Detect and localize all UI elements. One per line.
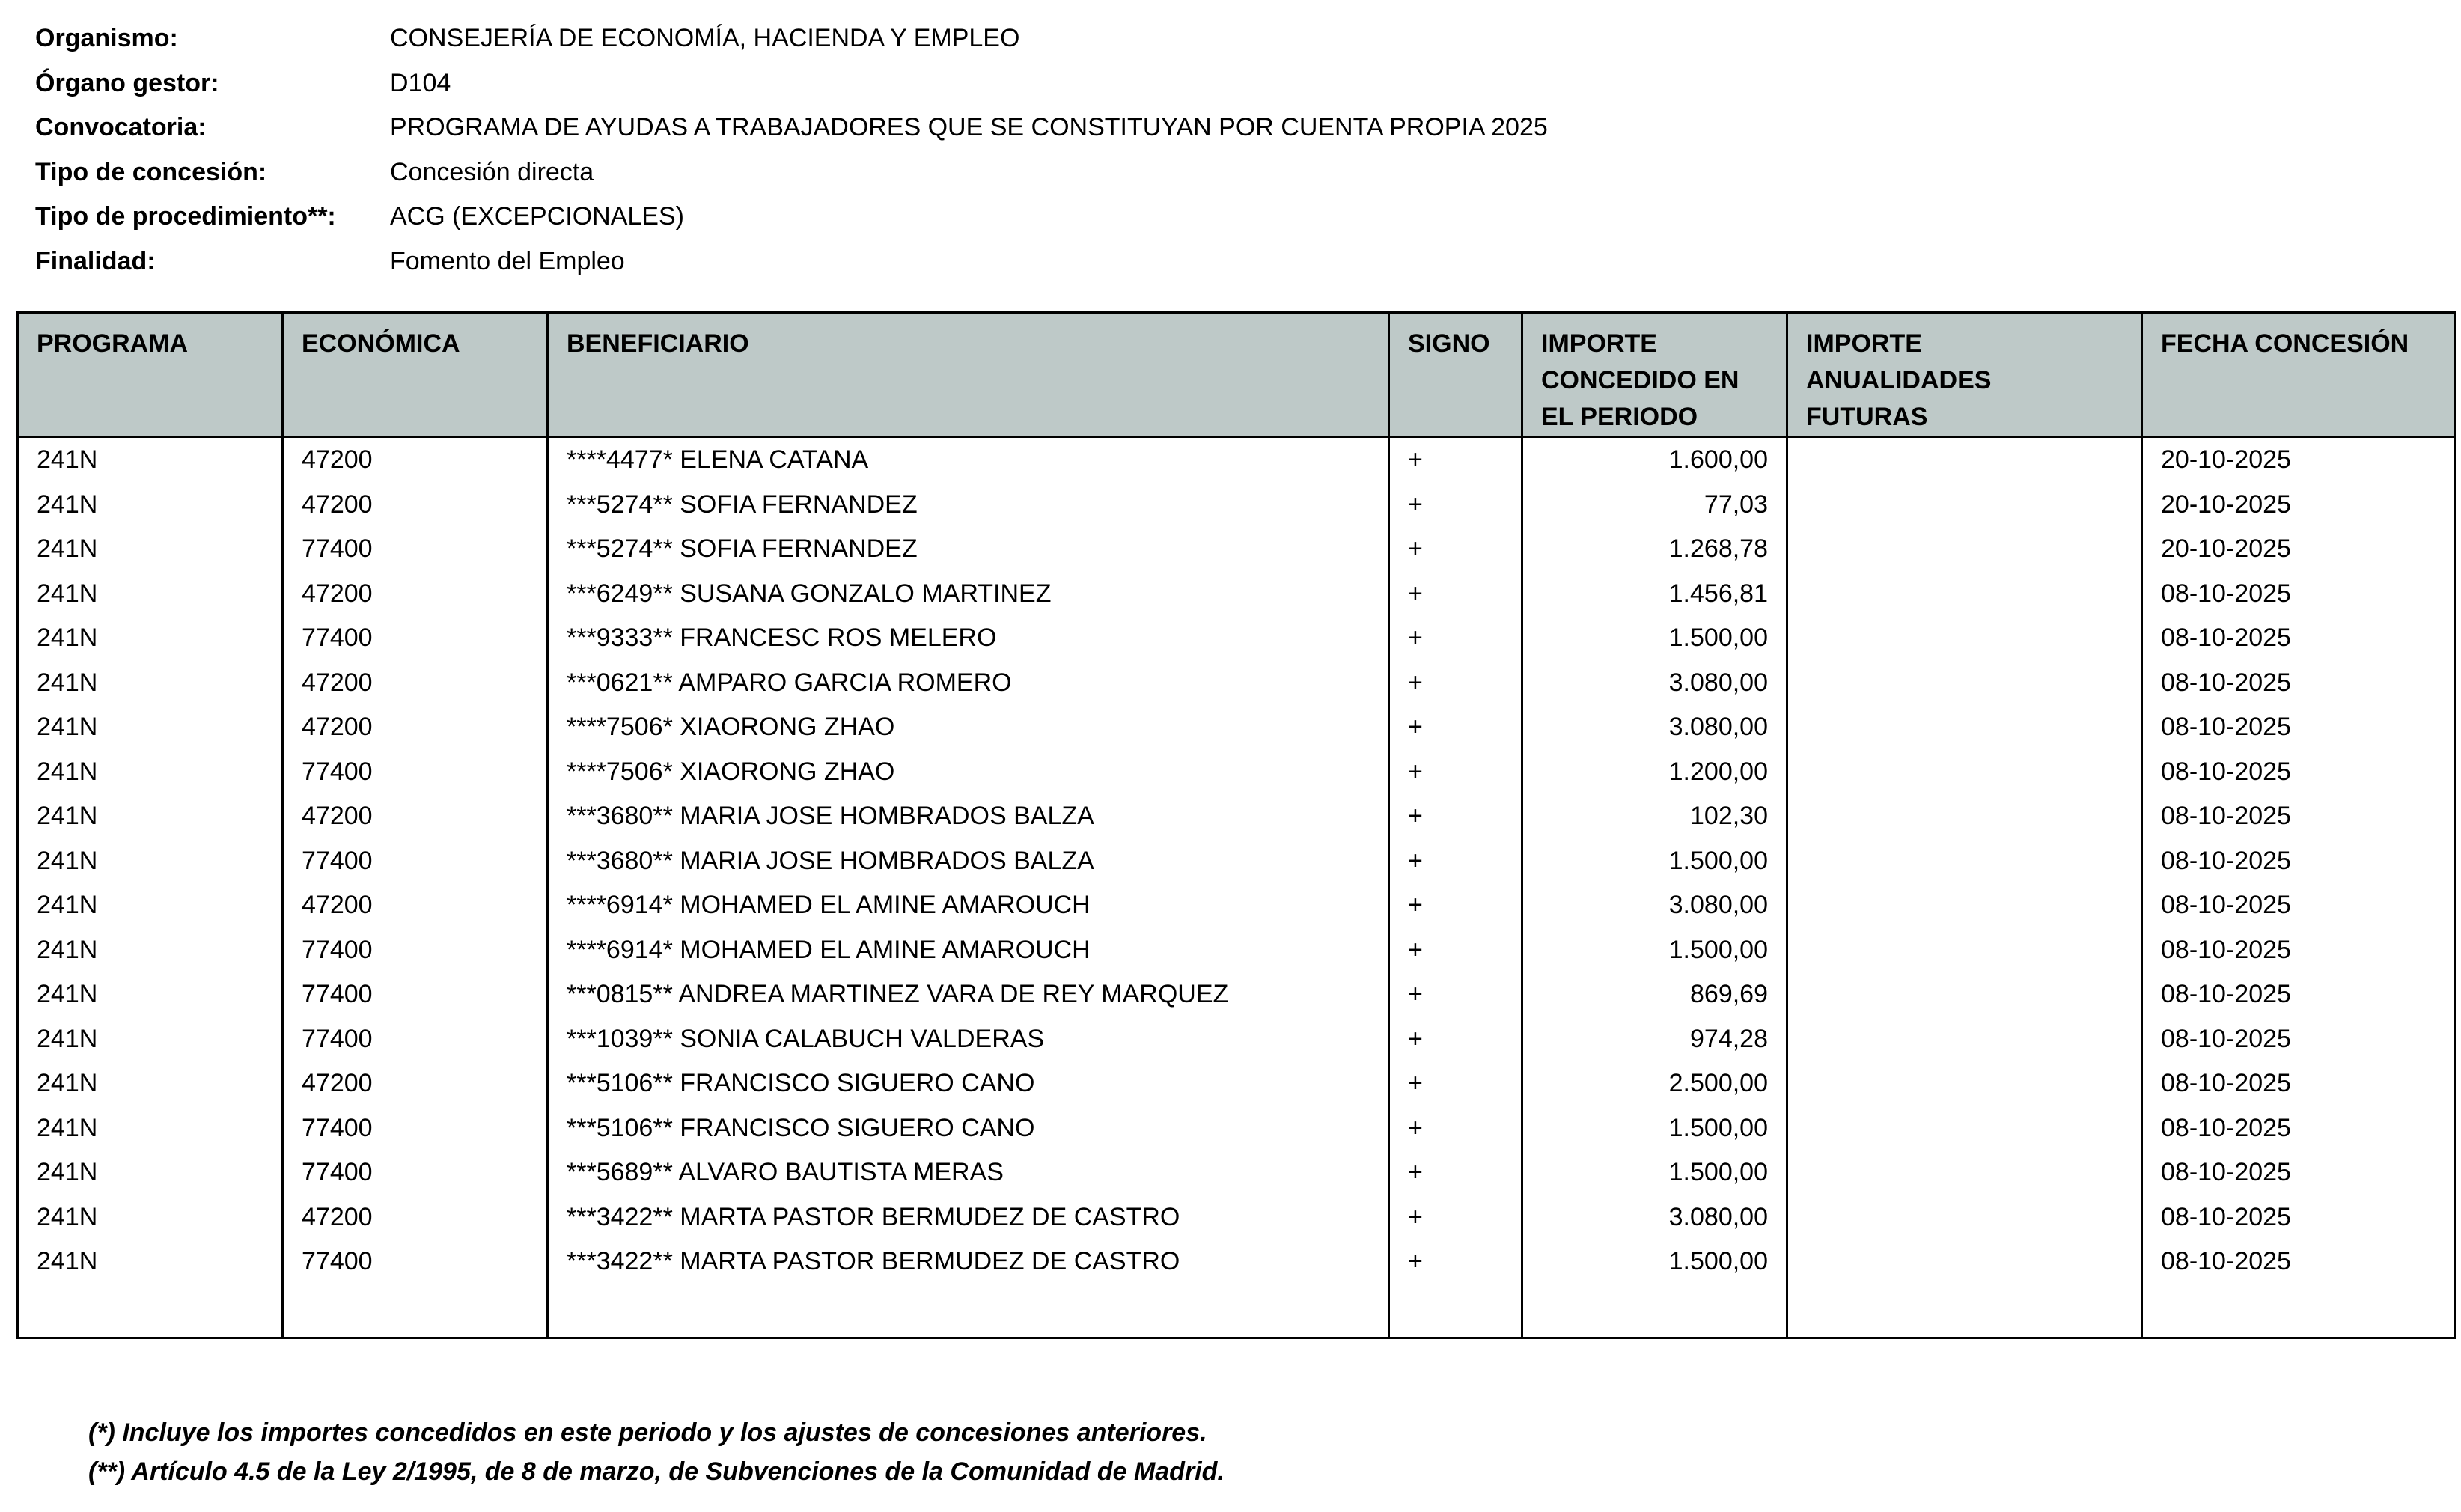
cell-signo: + — [1389, 883, 1522, 928]
cell-programa: 241N — [18, 883, 283, 928]
cell-importe: 3.080,00 — [1522, 1195, 1787, 1240]
cell-anualidades — [1787, 661, 2142, 706]
cell-economica: 77400 — [283, 527, 548, 572]
spacer-cell — [18, 1284, 283, 1338]
cell-anualidades — [1787, 705, 2142, 750]
cell-anualidades — [1787, 1106, 2142, 1151]
cell-fecha: 08-10-2025 — [2142, 794, 2455, 839]
meta-row-tipo-procedimiento — [35, 195, 1548, 240]
cell-importe: 3.080,00 — [1522, 883, 1787, 928]
cell-fecha: 08-10-2025 — [2142, 661, 2455, 706]
cell-fecha: 08-10-2025 — [2142, 1150, 2455, 1195]
cell-fecha: 08-10-2025 — [2142, 1195, 2455, 1240]
column-header-economica: ECONÓMICA — [283, 313, 548, 437]
meta-row-organo-gestor — [35, 61, 1548, 106]
cell-importe: 1.500,00 — [1522, 1240, 1787, 1284]
cell-beneficiario: ***5274** SOFIA FERNANDEZ — [548, 527, 1389, 572]
meta-row-convocatoria — [35, 106, 1548, 150]
spacer-cell — [1522, 1284, 1787, 1338]
cell-fecha: 08-10-2025 — [2142, 972, 2455, 1017]
cell-economica: 47200 — [283, 1195, 548, 1240]
cell-anualidades — [1787, 1195, 2142, 1240]
meta-value: D104 — [390, 68, 451, 97]
table-row — [18, 705, 2455, 750]
column-header-fecha: FECHA CONCESIÓN — [2142, 313, 2455, 437]
cell-economica: 47200 — [283, 794, 548, 839]
cell-programa: 241N — [18, 750, 283, 795]
cell-anualidades — [1787, 1150, 2142, 1195]
cell-economica: 47200 — [283, 883, 548, 928]
cell-fecha: 08-10-2025 — [2142, 1017, 2455, 1062]
cell-beneficiario: ***5106** FRANCISCO SIGUERO CANO — [548, 1061, 1389, 1106]
cell-programa: 241N — [18, 705, 283, 750]
table-row — [18, 972, 2455, 1017]
table-header-row — [18, 313, 2455, 437]
cell-signo: + — [1389, 527, 1522, 572]
header-line: IMPORTE — [1806, 329, 1922, 358]
cell-programa: 241N — [18, 972, 283, 1017]
cell-anualidades — [1787, 1017, 2142, 1062]
cell-fecha: 20-10-2025 — [2142, 483, 2455, 528]
table-body — [18, 437, 2455, 1338]
spacer-cell — [283, 1284, 548, 1338]
cell-signo: + — [1389, 794, 1522, 839]
cell-beneficiario: ****7506* XIAORONG ZHAO — [548, 750, 1389, 795]
meta-label: Finalidad: — [35, 246, 156, 275]
cell-anualidades — [1787, 794, 2142, 839]
cell-economica: 77400 — [283, 1017, 548, 1062]
cell-economica: 77400 — [283, 972, 548, 1017]
cell-economica: 47200 — [283, 1061, 548, 1106]
cell-importe: 3.080,00 — [1522, 661, 1787, 706]
cell-signo: + — [1389, 972, 1522, 1017]
table-row — [18, 839, 2455, 884]
cell-fecha: 08-10-2025 — [2142, 1240, 2455, 1284]
cell-fecha: 20-10-2025 — [2142, 437, 2455, 483]
cell-signo: + — [1389, 1106, 1522, 1151]
cell-anualidades — [1787, 527, 2142, 572]
cell-beneficiario: ****7506* XIAORONG ZHAO — [548, 705, 1389, 750]
cell-programa: 241N — [18, 1106, 283, 1151]
cell-fecha: 08-10-2025 — [2142, 928, 2455, 973]
footnote-1: (*) Incluye los importes concedidos en este periodo y los ajustes de concesiones anteriores. — [88, 1418, 1207, 1447]
cell-importe: 1.500,00 — [1522, 1106, 1787, 1151]
cell-programa: 241N — [18, 527, 283, 572]
cell-economica: 77400 — [283, 928, 548, 973]
meta-label: Órgano gestor: — [35, 68, 219, 97]
meta-row-finalidad — [35, 240, 1548, 284]
cell-economica: 77400 — [283, 1106, 548, 1151]
cell-importe: 869,69 — [1522, 972, 1787, 1017]
cell-programa: 241N — [18, 1061, 283, 1106]
table-row — [18, 750, 2455, 795]
cell-importe: 1.456,81 — [1522, 572, 1787, 617]
cell-importe: 1.200,00 — [1522, 750, 1787, 795]
cell-beneficiario: ***6249** SUSANA GONZALO MARTINEZ — [548, 572, 1389, 617]
cell-beneficiario: ****6914* MOHAMED EL AMINE AMAROUCH — [548, 883, 1389, 928]
cell-beneficiario: ***9333** FRANCESC ROS MELERO — [548, 616, 1389, 661]
meta-label: Tipo de procedimiento**: — [35, 202, 336, 231]
table-row — [18, 661, 2455, 706]
cell-programa: 241N — [18, 1195, 283, 1240]
cell-beneficiario: ***3422** MARTA PASTOR BERMUDEZ DE CASTRO — [548, 1240, 1389, 1284]
cell-programa: 241N — [18, 794, 283, 839]
cell-importe: 77,03 — [1522, 483, 1787, 528]
spacer-cell — [2142, 1284, 2455, 1338]
meta-row-tipo-concesion — [35, 150, 1548, 195]
meta-value: ACG (EXCEPCIONALES) — [390, 202, 684, 231]
cell-fecha: 20-10-2025 — [2142, 527, 2455, 572]
cell-beneficiario: ***3422** MARTA PASTOR BERMUDEZ DE CASTRO — [548, 1195, 1389, 1240]
column-header-signo: SIGNO — [1389, 313, 1522, 437]
cell-signo: + — [1389, 483, 1522, 528]
table-row — [18, 527, 2455, 572]
cell-economica: 47200 — [283, 661, 548, 706]
table-row — [18, 437, 2455, 483]
spacer-cell — [1389, 1284, 1522, 1338]
cell-anualidades — [1787, 839, 2142, 884]
header-line: CONCEDIDO EN — [1541, 366, 1739, 394]
cell-programa: 241N — [18, 483, 283, 528]
cell-signo: + — [1389, 750, 1522, 795]
column-header-importe — [1522, 313, 1787, 437]
spacer-cell — [1787, 1284, 2142, 1338]
header-line: ANUALIDADES — [1806, 366, 1992, 394]
header-line: IMPORTE — [1541, 329, 1657, 358]
cell-fecha: 08-10-2025 — [2142, 1061, 2455, 1106]
cell-importe: 1.500,00 — [1522, 1150, 1787, 1195]
cell-importe: 1.500,00 — [1522, 616, 1787, 661]
cell-beneficiario: ***5689** ALVARO BAUTISTA MERAS — [548, 1150, 1389, 1195]
meta-label: Convocatoria: — [35, 113, 207, 142]
column-header-programa: PROGRAMA — [18, 313, 283, 437]
cell-fecha: 08-10-2025 — [2142, 839, 2455, 884]
cell-fecha: 08-10-2025 — [2142, 750, 2455, 795]
footnote-2: (**) Artículo 4.5 de la Ley 2/1995, de 8 de marzo, de Subvenciones de la Comunidad de Madrid. — [88, 1457, 1225, 1486]
cell-fecha: 08-10-2025 — [2142, 1106, 2455, 1151]
table-row — [18, 1195, 2455, 1240]
cell-economica: 47200 — [283, 483, 548, 528]
cell-economica: 77400 — [283, 1150, 548, 1195]
cell-signo: + — [1389, 437, 1522, 483]
cell-importe: 1.500,00 — [1522, 928, 1787, 973]
cell-economica: 47200 — [283, 572, 548, 617]
cell-importe: 1.500,00 — [1522, 839, 1787, 884]
table-row — [18, 1017, 2455, 1062]
cell-anualidades — [1787, 750, 2142, 795]
cell-beneficiario: ****4477* ELENA CATANA — [548, 437, 1389, 483]
cell-beneficiario: ***3680** MARIA JOSE HOMBRADOS BALZA — [548, 794, 1389, 839]
cell-signo: + — [1389, 839, 1522, 884]
cell-programa: 241N — [18, 1150, 283, 1195]
cell-importe: 1.268,78 — [1522, 527, 1787, 572]
cell-beneficiario: ***0621** AMPARO GARCIA ROMERO — [548, 661, 1389, 706]
cell-anualidades — [1787, 616, 2142, 661]
table-row — [18, 794, 2455, 839]
meta-value: PROGRAMA DE AYUDAS A TRABAJADORES QUE SE CONSTITUYAN POR CUENTA PROPIA 2025 — [390, 113, 1548, 142]
cell-signo: + — [1389, 1240, 1522, 1284]
meta-label: Organismo: — [35, 24, 178, 53]
cell-programa: 241N — [18, 661, 283, 706]
cell-anualidades — [1787, 928, 2142, 973]
cell-anualidades — [1787, 572, 2142, 617]
grants-table — [16, 311, 2456, 1339]
table-row — [18, 616, 2455, 661]
table-row — [18, 1240, 2455, 1284]
cell-programa: 241N — [18, 1240, 283, 1284]
cell-beneficiario: ***5106** FRANCISCO SIGUERO CANO — [548, 1106, 1389, 1151]
cell-anualidades — [1787, 483, 2142, 528]
spacer-cell — [548, 1284, 1389, 1338]
table-row — [18, 1150, 2455, 1195]
cell-economica: 47200 — [283, 705, 548, 750]
cell-fecha: 08-10-2025 — [2142, 616, 2455, 661]
cell-fecha: 08-10-2025 — [2142, 572, 2455, 617]
cell-importe: 974,28 — [1522, 1017, 1787, 1062]
table-row — [18, 1106, 2455, 1151]
table-row — [18, 1061, 2455, 1106]
cell-importe: 1.600,00 — [1522, 437, 1787, 483]
cell-beneficiario: ***0815** ANDREA MARTINEZ VARA DE REY MARQUEZ — [548, 972, 1389, 1017]
cell-anualidades — [1787, 1061, 2142, 1106]
table-end-spacer — [18, 1284, 2455, 1338]
table-row — [18, 883, 2455, 928]
cell-beneficiario: ***3680** MARIA JOSE HOMBRADOS BALZA — [548, 839, 1389, 884]
cell-importe: 3.080,00 — [1522, 705, 1787, 750]
cell-anualidades — [1787, 1240, 2142, 1284]
meta-label: Tipo de concesión: — [35, 157, 267, 186]
cell-economica: 47200 — [283, 437, 548, 483]
column-header-anualidades — [1787, 313, 2142, 437]
cell-signo: + — [1389, 928, 1522, 973]
table-row — [18, 572, 2455, 617]
cell-economica: 77400 — [283, 750, 548, 795]
cell-anualidades — [1787, 437, 2142, 483]
table-row — [18, 928, 2455, 973]
cell-beneficiario: ***1039** SONIA CALABUCH VALDERAS — [548, 1017, 1389, 1062]
column-header-beneficiario: BENEFICIARIO — [548, 313, 1389, 437]
cell-signo: + — [1389, 661, 1522, 706]
cell-programa: 241N — [18, 1017, 283, 1062]
cell-programa: 241N — [18, 616, 283, 661]
cell-anualidades — [1787, 883, 2142, 928]
cell-programa: 241N — [18, 572, 283, 617]
cell-economica: 77400 — [283, 1240, 548, 1284]
cell-signo: + — [1389, 572, 1522, 617]
cell-signo: + — [1389, 1061, 1522, 1106]
cell-programa: 241N — [18, 839, 283, 884]
cell-importe: 2.500,00 — [1522, 1061, 1787, 1106]
cell-beneficiario: ****6914* MOHAMED EL AMINE AMAROUCH — [548, 928, 1389, 973]
cell-programa: 241N — [18, 437, 283, 483]
cell-economica: 77400 — [283, 839, 548, 884]
meta-value: CONSEJERÍA DE ECONOMÍA, HACIENDA Y EMPLEO — [390, 24, 1020, 53]
header-line: EL PERIODO — [1541, 403, 1698, 431]
cell-beneficiario: ***5274** SOFIA FERNANDEZ — [548, 483, 1389, 528]
header-metadata — [35, 16, 1548, 284]
meta-value: Fomento del Empleo — [390, 246, 625, 275]
cell-economica: 77400 — [283, 616, 548, 661]
cell-signo: + — [1389, 1150, 1522, 1195]
cell-fecha: 08-10-2025 — [2142, 883, 2455, 928]
cell-signo: + — [1389, 705, 1522, 750]
cell-fecha: 08-10-2025 — [2142, 705, 2455, 750]
cell-importe: 102,30 — [1522, 794, 1787, 839]
cell-signo: + — [1389, 1195, 1522, 1240]
cell-signo: + — [1389, 1017, 1522, 1062]
meta-value: Concesión directa — [390, 157, 594, 186]
meta-row-organismo — [35, 16, 1548, 61]
footnotes — [88, 1413, 1225, 1491]
header-line: FUTURAS — [1806, 403, 1928, 431]
table-row — [18, 483, 2455, 528]
cell-programa: 241N — [18, 928, 283, 973]
cell-anualidades — [1787, 972, 2142, 1017]
cell-signo: + — [1389, 616, 1522, 661]
